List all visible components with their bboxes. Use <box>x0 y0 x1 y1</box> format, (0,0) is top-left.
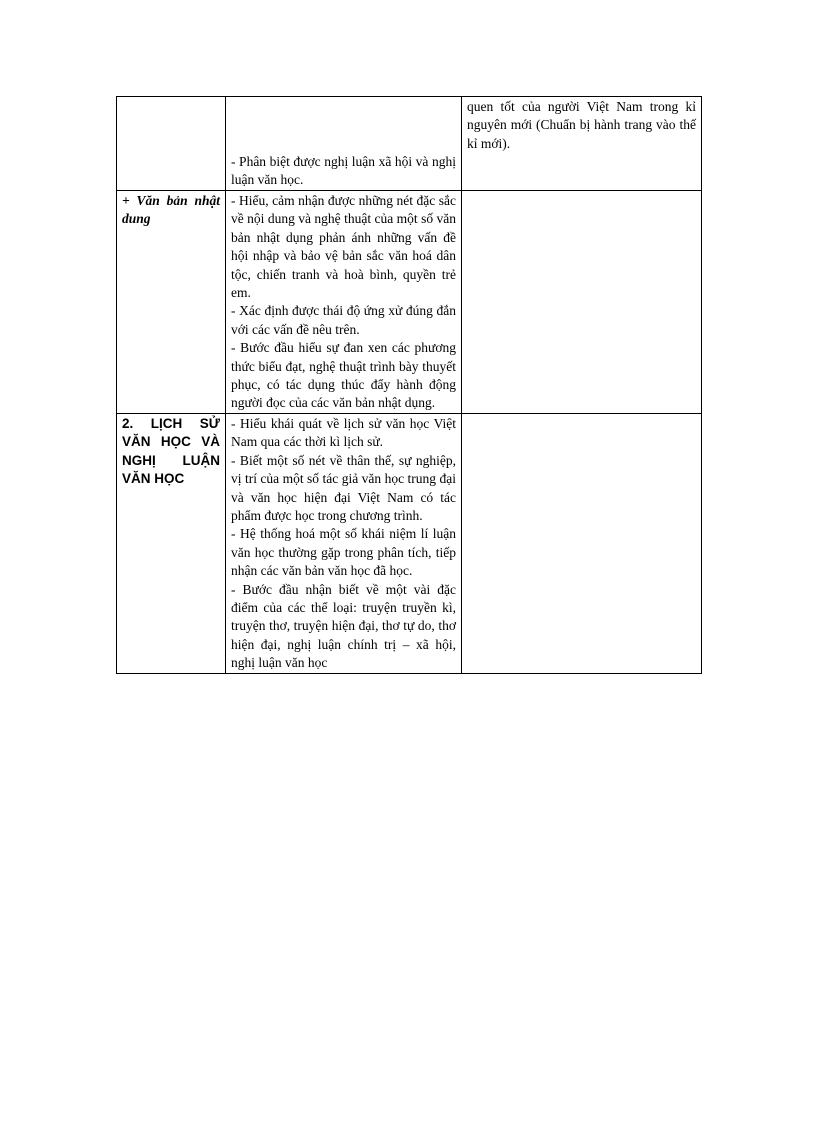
row3-requirements-cell <box>226 413 462 673</box>
requirement-item: - Hiểu khái quát về lịch sử văn học Việt Nam qua các thời kì lịch sử. <box>231 415 456 450</box>
row1-requirements-cell <box>226 97 462 191</box>
content-table <box>116 96 702 674</box>
row3-notes-cell <box>462 413 702 673</box>
row2-topic-cell: + Văn bản nhật dung <box>117 191 226 414</box>
table-row <box>117 413 702 673</box>
blank-space <box>231 98 456 153</box>
row2-notes-cell <box>462 191 702 414</box>
requirement-item: - Xác định được thái độ ứng xử đúng đắn với các vấn đề nêu trên. <box>231 303 456 337</box>
row2-requirements-cell <box>226 191 462 414</box>
requirement-item: - Bước đầu hiểu sự đan xen các phương thức biểu đạt, nghệ thuật trình bày thuyết phục, có tác dụng thúc đẩy hành động người đọc của các văn bản nhật dụng. <box>231 340 456 411</box>
table-row <box>117 97 702 191</box>
requirement-item: - Hệ thống hoá một số khái niệm lí luận văn học thường gặp trong phân tích, tiếp nhận các văn bản văn học đã học. <box>231 526 456 579</box>
row3-topic-cell: 2. LỊCH SỬ VĂN HỌC VÀ NGHỊ LUẬN VĂN HỌC <box>117 413 226 673</box>
requirement-item: - Hiểu, cảm nhận được những nét đặc sắc về nội dung và nghệ thuật của một số văn bản nhật dụng phản ánh những vấn đề hội nhập và bảo vệ bản sắc văn hoá dân tộc, chiến tranh và hoà bình, quyền trẻ em. <box>231 193 456 301</box>
requirement-item: - Bước đầu nhận biết về một vài đặc điểm của các thể loại: truyện truyền kì, truyện thơ, truyện hiện đại, thơ tự do, thơ hiện đại, nghị luận chính trị – xã hội, nghị luận văn học <box>231 581 456 671</box>
row1-topic-cell <box>117 97 226 191</box>
requirement-item: - Phân biệt được nghị luận xã hội và nghị luận văn học. <box>231 154 456 188</box>
requirement-item: - Biết một số nét về thân thế, sự nghiệp, vị trí của một số tác giả văn học trung đại và văn học hiện đại Việt Nam có tác phẩm được học trong chương trình. <box>231 452 456 523</box>
table-row <box>117 191 702 414</box>
row1-notes-cell: quen tốt của người Việt Nam trong kỉ nguyên mới (Chuẩn bị hành trang vào thế kỉ mới). <box>462 97 702 191</box>
